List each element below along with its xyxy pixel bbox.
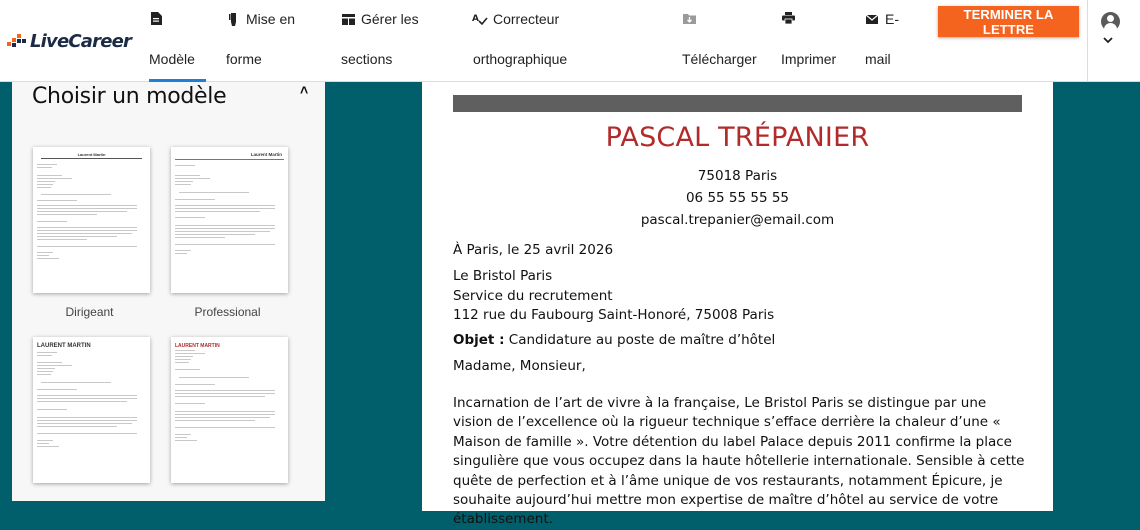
user-avatar-icon[interactable] bbox=[1101, 12, 1120, 31]
printer-icon bbox=[781, 11, 795, 25]
logo-text: LiveCareer bbox=[30, 31, 132, 52]
letter-date[interactable]: À Paris, le 25 avril 2026 bbox=[453, 242, 614, 258]
letter-header-bar bbox=[453, 95, 1022, 112]
letter-subject[interactable] bbox=[453, 332, 775, 348]
nav-mise-en-forme[interactable] bbox=[226, 0, 306, 82]
recipient-line[interactable]: 112 rue du Faubourg Saint-Honoré, 75008 Paris bbox=[453, 307, 775, 323]
mail-icon bbox=[865, 12, 879, 26]
header-divider bbox=[1087, 0, 1088, 82]
letter-phone[interactable]: 06 55 55 55 55 bbox=[685, 190, 790, 206]
nav-correcteur[interactable] bbox=[473, 0, 583, 82]
template-thumb-3[interactable] bbox=[33, 337, 150, 483]
recipient-line[interactable]: Service du recrutement bbox=[453, 288, 613, 304]
letter-paragraph[interactable]: Incarnation de l’art de vivre à la française, Le Bristol Paris se distingue par une vision de l’excellence où la rigueur technique s’efface derrière la chaleur d’une « Maison de famille ». Votre détention du label Palace depuis 2011 confirme la place singulière que vous occupez dans la haute hôtellerie internationale. Sensible à cette quête de perfection et à l’âme unique de vos restaurants, notamment Épicure, je souhaite aujourd’hui mettre mon expertise de maître d’hôtel au service de votre établissement. bbox=[453, 395, 1025, 528]
chevron-down-icon[interactable] bbox=[1103, 36, 1113, 44]
letter-name[interactable]: PASCAL TRÉPANIER bbox=[605, 122, 870, 153]
nav-mise-en-forme-label: forme bbox=[226, 51, 262, 67]
template-label-dirigeant: Dirigeant bbox=[65, 305, 114, 319]
nav-email-label: mail bbox=[865, 51, 891, 67]
subject-text: Candidature au poste de maître d’hôtel bbox=[508, 332, 776, 348]
document-icon bbox=[149, 11, 163, 25]
nav-imprimer-label: Imprimer bbox=[781, 51, 837, 67]
nav-gerer-sections-label: sections bbox=[341, 51, 393, 67]
recipient-line[interactable]: Le Bristol Paris bbox=[453, 268, 553, 284]
svg-text:A: A bbox=[472, 14, 479, 24]
template-thumb-dirigeant[interactable] bbox=[33, 147, 150, 293]
letter-salutation[interactable]: Madame, Monsieur, bbox=[453, 358, 586, 374]
panel-title: Choisir un modèle bbox=[32, 84, 227, 109]
template-chooser-panel bbox=[12, 82, 325, 501]
nav-imprimer[interactable] bbox=[781, 0, 841, 82]
nav-mise-en-forme-line1: Mise en bbox=[246, 11, 296, 27]
collapse-icon[interactable]: ˄ bbox=[300, 82, 309, 98]
template-label-professional: Professional bbox=[194, 305, 261, 319]
nav-gerer-sections-line1: Gérer les bbox=[361, 11, 419, 27]
subject-label: Objet : bbox=[453, 332, 505, 348]
template-thumb-4[interactable] bbox=[171, 337, 288, 483]
template-thumb-professional[interactable] bbox=[171, 147, 288, 293]
finish-letter-button[interactable]: TERMINER LA LETTRE bbox=[938, 6, 1079, 37]
download-icon bbox=[682, 11, 696, 25]
livecareer-logo[interactable] bbox=[7, 31, 131, 52]
logo-dots-icon bbox=[7, 34, 27, 50]
nav-modele-label: Modèle bbox=[149, 51, 195, 67]
thumb-header-name: Laurent Martin bbox=[250, 152, 282, 157]
nav-correcteur-line1: Correcteur bbox=[493, 11, 560, 27]
letter-city[interactable]: 75018 Paris bbox=[697, 168, 778, 184]
letter-preview[interactable] bbox=[422, 82, 1053, 528]
top-toolbar bbox=[0, 0, 1140, 82]
letter-email[interactable]: pascal.trepanier@email.com bbox=[640, 212, 835, 228]
sections-icon bbox=[341, 12, 355, 26]
nav-telecharger-label: Télécharger bbox=[682, 51, 757, 67]
thumb-header-name: LAURENT MARTIN bbox=[37, 343, 91, 349]
spellcheck-icon bbox=[473, 12, 487, 26]
thumb-header-name: LAURENT MARTIN bbox=[175, 343, 220, 349]
nav-email-line1: E- bbox=[885, 11, 899, 27]
nav-gerer-sections[interactable] bbox=[341, 0, 431, 82]
nav-modele[interactable] bbox=[149, 0, 209, 82]
nav-email[interactable] bbox=[865, 0, 915, 82]
brush-icon bbox=[226, 12, 240, 26]
thumb-header-name: Laurent Martin bbox=[77, 152, 106, 157]
nav-correcteur-label: orthographique bbox=[473, 51, 568, 67]
nav-telecharger[interactable] bbox=[682, 0, 762, 82]
